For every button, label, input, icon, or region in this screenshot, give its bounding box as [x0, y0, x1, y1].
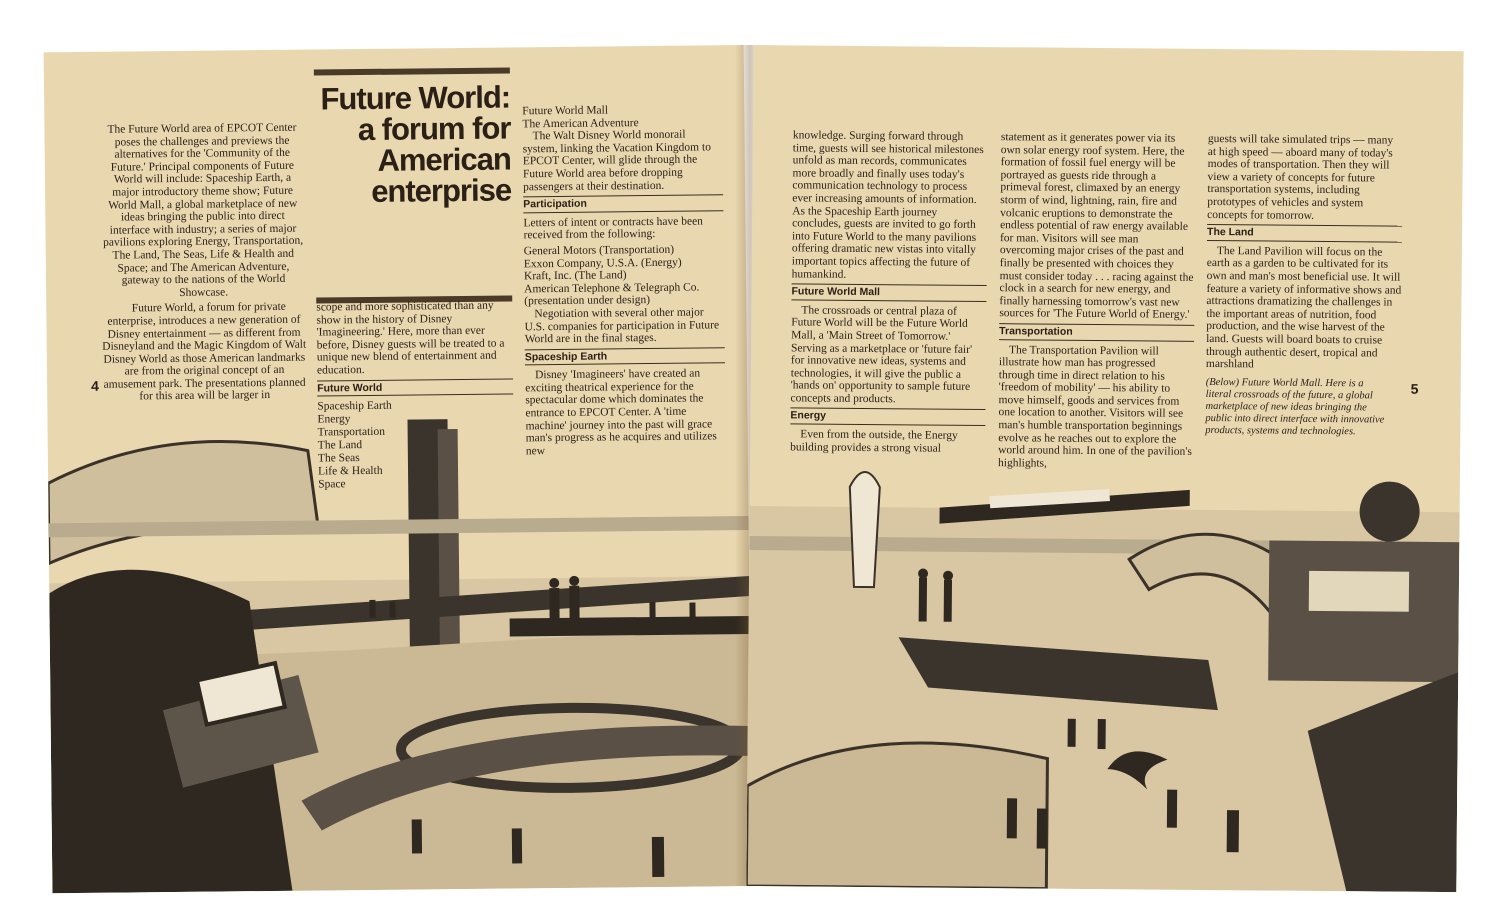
list-item: Transportation — [317, 425, 386, 439]
left-page — [44, 45, 753, 893]
intro-paragraph-2: Future World, a forum for private enterprise, introduces a new generation of Disney entertainment — as different from Disneyland and the Magic Kingdom of Walt Disney World as those American landmarks are from the original concept of an amusement park. The presentations planned for this area will be larger in — [102, 301, 307, 403]
left-right-column — [522, 103, 726, 461]
intro-paragraph-1: The Future World area of EPCOT Center poses the challenges and previews the alternatives for the 'Community of the Future.' Principal components of Future World will include: Spaceship Earth, a major introductory theme show; Future World Mall, a global marketplace of new ideas bringing the public into direct interface with industry; a series of major pavilions exploring Energy, Transportation, The Land, The Seas, Life & Health and Space; and The American Adventure, gateway to the nations of the World Showcase. — [103, 121, 304, 299]
spaceship-continued-paragraph: knowledge. Surging forward through time, guests will see historical milestones unfold as man records, communicates more broadly and finally uses today's communication technology to process ever increasing amounts of information. As the Spaceship Earth journey concludes, guests are invited to go forth into Future World to the many pavilions offering dramatic new vistas into vitally important topics affecting the future of humankind. — [791, 129, 984, 281]
scope-paragraph: scope and more sophisticated than any show in the history of Disney 'Imagineering.' Here, more than ever before, Disney guests will be treated to a unique new blend of entertainment and education. — [316, 299, 505, 377]
heading-energy: Energy — [790, 408, 985, 426]
sponsor-item: Exxon Company, U.S.A. (Energy) — [523, 256, 682, 270]
participation-paragraph: Letters of intent or contracts have been received from the following: — [523, 215, 703, 242]
monorail-paragraph: The Walt Disney World monorail system, linking the Vacation Kingdom to EPCOT Center, will glide through the Future World area before dropping passengers at their destination. — [522, 128, 711, 193]
sponsor-item: Kraft, Inc. (The Land) — [523, 269, 627, 283]
land-paragraph: The Land Pavilion will focus on the earth as a garden to be cultivated for its own and man's most beneficial use. It will feature a variety of informative shows and attractions dramatizing the challenges in the important areas of nutrition, food production, and the wise harvest of the land. Guests will board boats to cruise through authentic desert, tropical and marshland — [1205, 244, 1402, 371]
right-column-3 — [1206, 133, 1403, 375]
list-item: Life & Health — [317, 464, 383, 478]
list-item: The Land — [317, 439, 363, 452]
page-number-right: 5 — [1410, 380, 1419, 397]
heading-transportation: Transportation — [999, 323, 1194, 341]
list-item: Spaceship Earth — [317, 399, 392, 413]
intro-column — [99, 122, 307, 407]
sponsor-item: American Telephone & Telegraph Co. (presentation under design) — [524, 281, 700, 308]
future-world-illustration-left — [48, 416, 753, 893]
energy-continued-paragraph: statement as it generates power via its own solar energy roof system. Here, the formation of fossil fuel energy will be portrayed as guests ride through a primeval forest, climaxed by an energy storm of wind, lightning, rain, fire and volcanic eruptions to demonstrate the endless potential of raw energy available for man. Visitors will see man overcoming major crises of the past and finally be presented with choices they must consider today . . . racing against the clock in a search for new energy, and finally harnessing tomorrow's vast new sources for 'The Future World of Energy.' — [999, 131, 1194, 322]
heading-future-world: Future World — [317, 378, 513, 397]
page-title: Future World: a forum for American enterprise — [320, 79, 512, 209]
heading-the-land: The Land — [1207, 224, 1402, 242]
intro-line-2: The American Adventure — [522, 116, 639, 130]
right-page — [746, 45, 1463, 892]
transportation-paragraph: The Transportation Pavilion will illustrate how man has progressed through time in direct relation to his 'freedom of mobility' — his ability to move himself, goods and services from one location to another. Visitors will see man's humble transportation beginnings evolve as he reaches out to explore the world around him. In one of the pavilion's highlights, — [997, 343, 1192, 470]
list-item: The Seas — [317, 452, 360, 465]
intro-line-1: Future World Mall — [522, 104, 609, 118]
list-item: Space — [318, 478, 346, 491]
heading-future-world-mall: Future World Mall — [791, 283, 986, 301]
transportation-continued-paragraph: guests will take simulated trips — many at high speed — aboard many of today's modes of transportation. Then they will view a variety of concepts for future transportation systems, including prototypes of vehicles and system concepts for tomorrow. — [1207, 132, 1394, 222]
future-world-illustration-right — [746, 466, 1460, 892]
heading-participation: Participation — [523, 194, 723, 213]
right-column-1 — [790, 129, 988, 458]
title-block — [314, 67, 512, 303]
right-column-2 — [998, 131, 1196, 474]
list-item: Energy — [317, 413, 351, 426]
energy-paragraph: Even from the outside, the Energy building provides a strong visual — [790, 428, 958, 455]
mall-paragraph: The crossroads or central plaza of Future World will be the Future World Mall, a 'Main Street of Tomorrow.' Serving as a marketplace or 'future fair' for innovative new ideas, systems and technologies, it will give the public a 'hands on' opportunity to sample future concepts and products. — [790, 304, 973, 406]
negotiation-paragraph: Negotiation with several other major U.S. companies for participation in Future World are in the final stages. — [524, 306, 720, 346]
heading-spaceship-earth: Spaceship Earth — [525, 347, 725, 366]
sponsor-item: General Motors (Transportation) — [523, 243, 675, 258]
page-number-left: 4 — [91, 377, 100, 394]
spaceship-paragraph: Disney 'Imagineers' have created an exciting theatrical experience for the spectacular dome which dominates the entrance to EPCOT Center. A 'time machine' journey into the past will grace man's progress as he acquires and utilizes new — [525, 367, 717, 458]
illustration-caption: (Below) Future World Mall. Here is a literal crossroads of the future, a global marketplace of new ideas bringing the public into direct interface with innovative products, systems and technologies. — [1205, 376, 1385, 438]
